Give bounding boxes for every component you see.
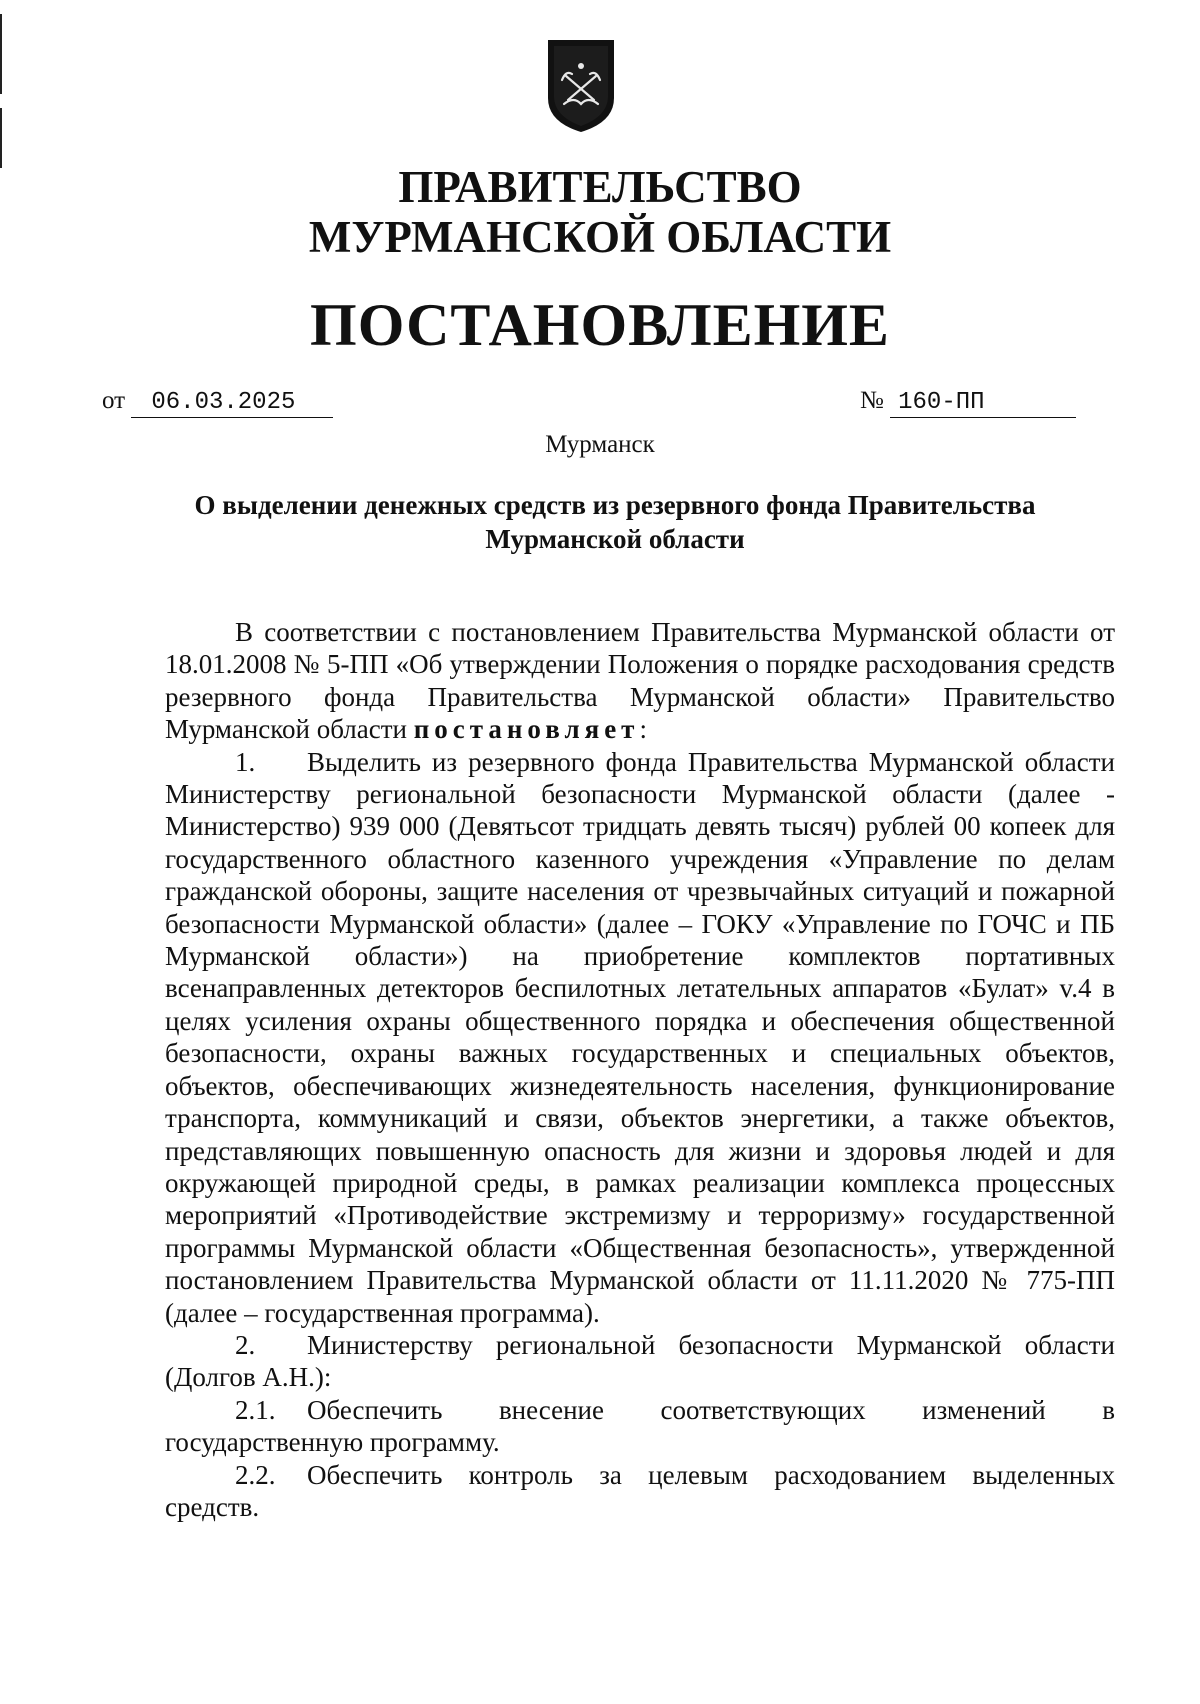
- document-date: 06.03.2025: [131, 389, 333, 418]
- clause-text: Министерству региональной безопасности Мурманской области (Долгов А.Н.):: [165, 1329, 1115, 1393]
- number-prefix: №: [860, 387, 884, 414]
- clause-number: 2.2.: [235, 1459, 276, 1490]
- clause-text: Обеспечить контроль за целевым расходованием выделенных средств.: [165, 1459, 1115, 1522]
- document-body: [165, 616, 1115, 1523]
- clause-text: Обеспечить внесение соответствующих изменений в государственную программу.: [165, 1394, 1115, 1458]
- document-type-title: ПОСТАНОВЛЕНИЕ: [310, 292, 890, 358]
- document-subject: О выделении денежных средств из резервного фонда Правительства Мурманской области: [194, 490, 1036, 554]
- scan-edge-mark: [0, 108, 2, 168]
- clause-2: [165, 1329, 1115, 1394]
- document-number: 160-ПП: [890, 389, 1076, 418]
- clause-number: 2.: [235, 1329, 256, 1360]
- clause-1: [165, 746, 1115, 1329]
- organization-name-line2: МУРМАНСКОЙ ОБЛАСТИ: [308, 212, 892, 262]
- issue-city: Мурманск: [545, 431, 655, 458]
- clause-2-1: [165, 1394, 1115, 1459]
- clause-2-2: [165, 1459, 1115, 1524]
- date-prefix: от: [102, 387, 126, 414]
- document-number-line: [860, 384, 1076, 418]
- clause-number: 1.: [235, 746, 256, 777]
- preamble-paragraph: [165, 616, 1115, 746]
- organization-name-line1: ПРАВИТЕЛЬСТВО: [398, 162, 802, 212]
- clause-text: Выделить из резервного фонда Правительства Мурманской области Министерству региональной безопасности Мурманской области (далее - Министерство) 939 000 (Девятьсот тридцать девять тысяч) рублей 00 копеек для государственного областного казенного учреждения «Управление по делам гражданской обороны, защите населения от чрезвычайных ситуаций и пожарной безопасности Мурманской области» (далее – ГОКУ «Управление по ГОЧС и ПБ Мурманской области») на приобретение комплектов портативных всенаправленных детекторов беспилотных летательных аппаратов «Булат» v.4 в целях усиления охраны общественного порядка и обеспечения общественной безопасности, охраны важных государственных и специальных объектов, объектов, обеспечивающих жизнедеятельность населения, функционирование транспорта, коммуникаций и связи, объектов энергетики, а также объектов, представляющих повышенную опасность для жизни и здоровья людей и для окружающей природной среды, в рамках реализации комплекса процессных мероприятий «Противодействие экстремизму и терроризму» государственной программы Мурманской области «Общественная безопасность», утвержденной постановлением Правительства Мурманской области от 11.11.2020 № 775-ПП (далее – государственная программа).: [165, 746, 1115, 1328]
- coat-of-arms-emblem: [544, 36, 618, 134]
- scan-edge-mark: [0, 14, 2, 94]
- preamble-text: В соответствии с постановлением Правительства Мурманской области от 18.01.2008 № 5-ПП «Об утверждении Положения о порядке расходования средств резервного фонда Правительства Мурманской области» Правительство Мурманской области: [165, 617, 1115, 745]
- document-date-line: [102, 384, 333, 418]
- decree-word: постановляет: [413, 714, 640, 745]
- preamble-colon: :: [639, 714, 647, 745]
- clause-number: 2.1.: [235, 1394, 276, 1425]
